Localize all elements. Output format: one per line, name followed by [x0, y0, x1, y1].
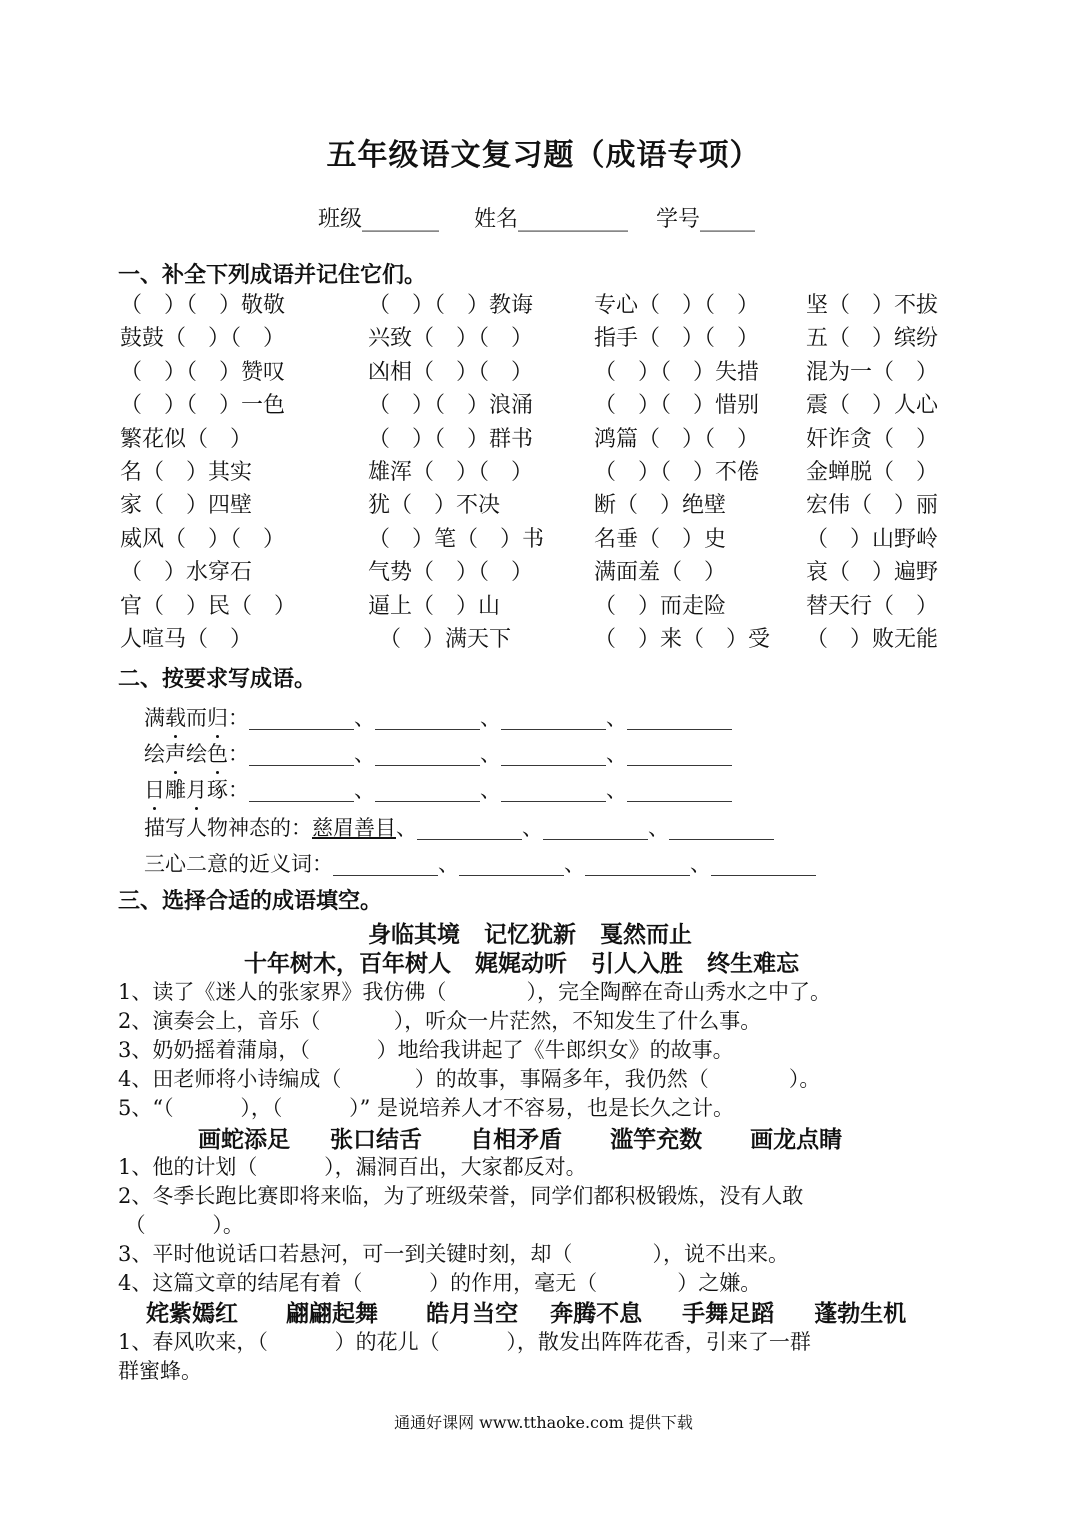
grid-row [118, 589, 978, 622]
requirement-line [144, 774, 732, 804]
idiom-cell: 逼上（ ）山 [368, 593, 501, 619]
synonym-line: 三心二意的近义词：__________、__________、__________、__________ [144, 852, 816, 876]
idiom-cell: （ ）（ ）惜别 [594, 393, 760, 419]
idiom-cell: 宏伟（ ）丽 [806, 493, 939, 519]
dotted-char: 月 [186, 774, 207, 804]
word-bank-3: 姹紫嫣红 翩翩起舞 皓月当空 奔腾不息 手舞足蹈 蓬勃生机 [146, 1301, 907, 1327]
idiom-cell: （ ）（ ）教诲 [368, 293, 534, 318]
word-part: 绘 [144, 742, 165, 766]
grid-row [118, 288, 978, 321]
grid-row [118, 422, 978, 455]
idiom-cell: 人喧马（ ） [120, 626, 253, 652]
idiom-cell: 满面羞（ ） [594, 560, 727, 586]
question: 2、演奏会上，音乐（ ），听众一片茫然，不知发生了什么事。 [118, 1009, 762, 1033]
idiom-cell: （ ）（ ）赞叹 [120, 359, 286, 385]
idiom-cell: 名（ ）其实 [120, 459, 253, 485]
idiom-fill-grid [118, 288, 978, 655]
section3-heading: 三、选择合适的成语填空。 [118, 889, 383, 914]
student-info-line: 班级_______ 姓名__________ 学号_____ [318, 207, 755, 232]
answer-blanks: ：__________、__________、__________、__________ [228, 742, 732, 766]
requirement-line [144, 812, 774, 842]
idiom-cell: 替天行（ ） [806, 593, 939, 619]
idiom-cell: 凶相（ ）（ ） [368, 359, 534, 385]
idiom-cell: 家（ ）四壁 [120, 493, 253, 519]
dotted-word [144, 778, 228, 802]
question: 3、平时他说话口若悬河，可一到关键时刻，却（ ），说不出来。 [118, 1242, 789, 1266]
idiom-cell: （ ）（ ）失措 [594, 359, 760, 385]
word-bank-1b: 十年树木，百年树人 娓娓动听 引人入胜 终生难忘 [244, 951, 800, 977]
idiom-cell: （ ）满天下 [368, 626, 512, 652]
question: 1、读了《迷人的张家界》我仿佛（ ），完全陶醉在奇山秀水之中了。 [118, 980, 831, 1004]
idiom-cell: 坚（ ）不拔 [806, 293, 939, 318]
grid-row [118, 488, 978, 521]
idiom-cell: （ ）（ ）敬敬 [120, 293, 286, 318]
dotted-char: 声 [165, 738, 186, 768]
idiom-cell: 兴致（ ）（ ） [368, 326, 534, 352]
question-continuation: 群蜜蜂。 [118, 1359, 202, 1383]
idiom-cell: （ ）（ ）不倦 [594, 459, 760, 485]
dotted-char: 日 [144, 774, 165, 804]
idiom-cell: 繁花似（ ） [120, 426, 253, 452]
question: 5、“（ ），（ ）” 是说培养人才不容易，也是长久之计。 [118, 1096, 735, 1120]
line-prefix: 描写人物神态的： [144, 816, 312, 840]
idiom-cell: 官（ ）民（ ） [120, 593, 297, 619]
grid-row [118, 522, 978, 555]
word-part: 雕 [165, 778, 186, 802]
idiom-cell: 金蝉脱（ ） [806, 459, 939, 485]
grid-row [118, 355, 978, 388]
idiom-cell: 雄浑（ ）（ ） [368, 459, 534, 485]
idiom-cell: 专心（ ）（ ） [594, 293, 760, 318]
question: 2、冬季长跑比赛即将来临，为了班级荣誉，同学们都积极锻炼，没有人敢 [118, 1184, 804, 1208]
footer-credit: 通通好课网 www.tthaoke.com 提供下载 [394, 1413, 693, 1432]
word-part: 琢 [207, 778, 228, 802]
question: 4、这篇文章的结尾有着（ ）的作用，毫无（ ）之嫌。 [118, 1271, 762, 1295]
requirement-line [144, 702, 732, 732]
answer-blanks: ：__________、__________、__________、__________ [228, 706, 732, 730]
idiom-cell: （ ）（ ）浪涌 [368, 393, 534, 419]
question: 1、春风吹来，（ ）的花儿（ ），散发出阵阵花香，引来了一群 [118, 1330, 811, 1354]
word-bank-1a: 身临其境 记忆犹新 戛然而止 [368, 922, 693, 948]
answer-blanks: ：__________、__________、__________、__________ [228, 778, 732, 802]
question: 1、他的计划（ ），漏洞百出，大家都反对。 [118, 1155, 587, 1179]
dotted-char: 归 [207, 702, 228, 732]
question: 4、田老师将小诗编成（ ）的故事，事隔多年，我仍然（ ）。 [118, 1067, 821, 1091]
idiom-cell: （ ）（ ）群书 [368, 426, 534, 452]
grid-row [118, 555, 978, 588]
idiom-cell: 哀（ ）遍野 [806, 560, 939, 586]
idiom-cell: 混为一（ ） [806, 359, 939, 385]
idiom-cell: （ ）笔（ ）书 [368, 526, 545, 552]
dotted-char: 色 [207, 738, 228, 768]
idiom-cell: 断（ ）绝壁 [594, 493, 727, 519]
section1-heading: 一、补全下列成语并记住它们。 [118, 263, 427, 288]
grid-row [118, 622, 978, 655]
idiom-cell: 鼓鼓（ ）（ ） [120, 326, 286, 352]
idiom-cell: （ ）水穿石 [120, 560, 253, 586]
dotted-word [144, 742, 228, 766]
word-part: 而 [186, 706, 207, 730]
idiom-cell: （ ）山野岭 [806, 526, 939, 552]
question-continuation: （ ）。 [118, 1213, 244, 1237]
idiom-cell: 奸诈贪（ ） [806, 426, 939, 452]
word-part: 满 [144, 706, 165, 730]
word-part: 绘 [186, 742, 207, 766]
idiom-cell: 五（ ）缤纷 [806, 326, 939, 352]
page-title: 五年级语文复习题（成语专项） [326, 138, 761, 173]
section2-heading: 二、按要求写成语。 [118, 667, 317, 692]
idiom-cell: 指手（ ）（ ） [594, 326, 760, 352]
grid-row [118, 455, 978, 488]
example-idiom: 慈眉善目 [312, 816, 396, 840]
idiom-cell: （ ）（ ）一色 [120, 393, 286, 419]
dotted-char: 载 [165, 702, 186, 732]
idiom-cell: （ ）而走险 [594, 593, 727, 619]
idiom-cell: 威风（ ）（ ） [120, 526, 286, 552]
idiom-cell: （ ）败无能 [806, 626, 939, 652]
dotted-word [144, 706, 228, 730]
word-bank-2: 画蛇添足 张口结舌 自相矛盾 滥竽充数 画龙点睛 [198, 1127, 843, 1153]
idiom-cell: 气势（ ）（ ） [368, 560, 534, 586]
idiom-cell: （ ）来（ ）受 [594, 626, 771, 652]
answer-blanks: 、__________、__________、__________ [396, 816, 774, 840]
requirement-line [144, 738, 732, 768]
idiom-cell: 震（ ）人心 [806, 393, 939, 419]
question: 3、奶奶摇着蒲扇，（ ）地给我讲起了《牛郎织女》的故事。 [118, 1038, 734, 1062]
grid-row [118, 321, 978, 354]
idiom-cell: 犹（ ）不决 [368, 493, 501, 519]
idiom-cell: 鸿篇（ ）（ ） [594, 426, 760, 452]
idiom-cell: 名垂（ ）史 [594, 526, 727, 552]
grid-row [118, 388, 978, 421]
